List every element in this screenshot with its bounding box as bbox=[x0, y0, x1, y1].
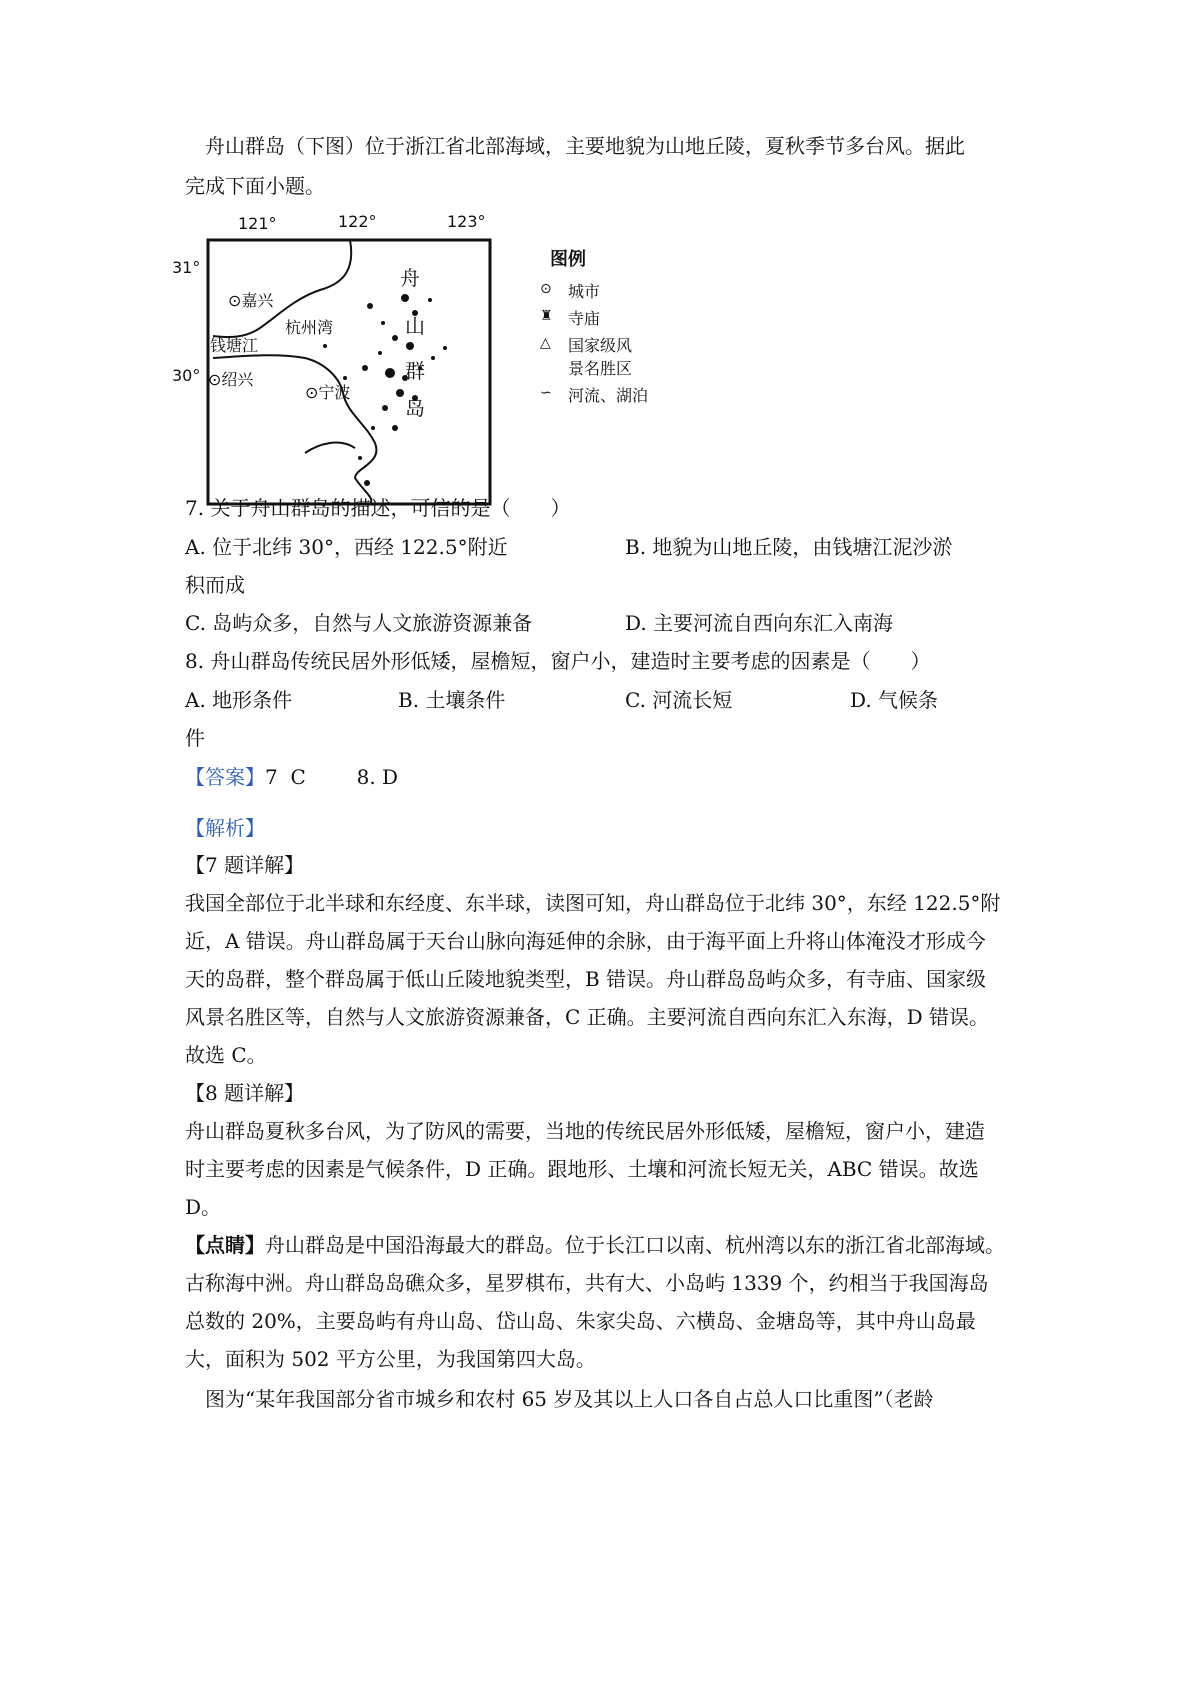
pointer-line-2: 古称海中洲。舟山群岛岛礁众多，星罗棋布，共有大、小岛屿 1339 个，约相当于我国海岛 bbox=[185, 1271, 989, 1295]
detail7-line-4: 风景名胜区等，自然与人文旅游资源兼备，C 正确。主要河流自西向东汇入东海，D 错误。 bbox=[185, 1005, 990, 1029]
detail7-line-2: 近，A 错误。舟山群岛属于天台山脉向海延伸的余脉，由于海平面上升将山体淹没才形成今 bbox=[185, 929, 986, 953]
zhoushan-label-1: 舟 bbox=[400, 266, 420, 290]
detail8-line-2: 时主要考虑的因素是气候条件，D 正确。跟地形、土壤和河流长短无关，ABC 错误。故选 bbox=[185, 1157, 979, 1181]
city-jiaxing: ⊙嘉兴 bbox=[228, 291, 274, 310]
q7-option-a: A. 位于北纬 30°，西经 122.5°附近 bbox=[185, 535, 508, 559]
q7-option-b: B. 地貌为山地丘陵，由钱塘江泥沙淤 bbox=[625, 535, 953, 559]
pointer-line-3: 总数的 20%，主要岛屿有舟山岛、岱山岛、朱家尖岛、六横岛、金塘岛等，其中舟山岛最 bbox=[185, 1309, 976, 1333]
legend-label-city: 城市 bbox=[568, 282, 601, 301]
q7-stem: 7. 关于舟山群岛的描述，可信的是（ ） bbox=[185, 496, 571, 520]
legend-title: 图例 bbox=[550, 249, 586, 270]
place-hangzhouwan: 杭州湾 bbox=[285, 318, 334, 337]
legend-label-river: 河流、湖泊 bbox=[568, 386, 649, 405]
lon-label-123: 123° bbox=[447, 212, 486, 231]
q7-option-d: D. 主要河流自西向东汇入南海 bbox=[625, 611, 894, 635]
temple-icon: ♜ bbox=[540, 308, 553, 324]
zhoushan-label-4: 岛 bbox=[405, 396, 425, 420]
city-ningbo: ⊙宁波 bbox=[305, 383, 351, 402]
answer-line bbox=[185, 763, 398, 791]
analysis-tag: 【解析】 bbox=[185, 816, 265, 840]
zhoushan-label-2: 山 bbox=[405, 314, 425, 338]
detail8-line-1: 舟山群岛夏秋多台风，为了防风的需要，当地的传统民居外形低矮，屋檐短，窗户小，建造 bbox=[185, 1119, 985, 1143]
q8-option-b: B. 土壤条件 bbox=[398, 688, 506, 712]
scenic-area-icon: △ bbox=[540, 335, 551, 351]
lon-label-122: 122° bbox=[338, 212, 377, 231]
q8-option-c: C. 河流长短 bbox=[625, 688, 733, 712]
detail7-line-5: 故选 C。 bbox=[185, 1043, 267, 1067]
q8-option-d-cont: 件 bbox=[185, 726, 205, 750]
q8-option-d: D. 气候条 bbox=[850, 688, 939, 712]
city-dot-icon: ⊙ bbox=[540, 281, 552, 297]
detail7-line-3: 天的岛群，整个群岛属于低山丘陵地貌类型，B 错误。舟山群岛岛屿众多，有寺庙、国家级 bbox=[185, 967, 987, 991]
pointer-line-4: 大，面积为 502 平方公里，为我国第四大岛。 bbox=[185, 1347, 596, 1371]
q7-option-b-cont: 积而成 bbox=[185, 573, 245, 597]
detail8-line-3: D。 bbox=[185, 1195, 222, 1219]
river-lake-icon: ∽ bbox=[540, 385, 552, 401]
map-legend bbox=[540, 245, 700, 410]
lat-label-31: 31° bbox=[172, 258, 201, 277]
legend-label-temple: 寺庙 bbox=[568, 309, 601, 328]
legend-label-scenic: 国家级风景名胜区 bbox=[568, 336, 633, 378]
q8-stem: 8. 舟山群岛传统民居外形低矮，屋檐短，窗户小，建造时主要考虑的因素是（ ） bbox=[185, 649, 931, 673]
q7-option-c: C. 岛屿众多，自然与人文旅游资源兼备 bbox=[185, 611, 533, 635]
detail7-line-1: 我国全部位于北半球和东经度、东半球，读图可知，舟山群岛位于北纬 30°，东经 122.5°附 bbox=[185, 891, 1001, 915]
detail8-tag: 【8 题详解】 bbox=[185, 1081, 305, 1105]
q8-option-a: A. 地形条件 bbox=[185, 688, 293, 712]
lat-label-30: 30° bbox=[172, 366, 201, 385]
detail7-tag: 【7 题详解】 bbox=[185, 853, 305, 877]
pointer-tag: 【点睛】 bbox=[185, 1233, 265, 1257]
pointer-text-1: 舟山群岛是中国沿海最大的群岛。位于长江口以南、杭州湾以东的浙江省北部海域。 bbox=[265, 1233, 1005, 1257]
next-intro: 图为“某年我国部分省市城乡和农村 65 岁及其以上人口各自占总人口比重图”（老龄 bbox=[205, 1387, 934, 1411]
river-qiantangjiang: 钱塘江 bbox=[210, 336, 259, 355]
intro-line-1: 舟山群岛（下图）位于浙江省北部海域，主要地貌为山地丘陵，夏秋季节多台风。据此 bbox=[205, 134, 965, 158]
pointer-line-1 bbox=[185, 1231, 1005, 1259]
intro-line-2: 完成下面小题。 bbox=[185, 174, 325, 198]
city-shaoxing: ⊙绍兴 bbox=[208, 370, 254, 389]
zhoushan-label-3: 群 bbox=[405, 359, 425, 383]
answer-tag: 【答案】 bbox=[185, 765, 265, 789]
answer-text: 7 C 8. D bbox=[265, 765, 399, 789]
lon-label-121: 121° bbox=[238, 214, 277, 233]
